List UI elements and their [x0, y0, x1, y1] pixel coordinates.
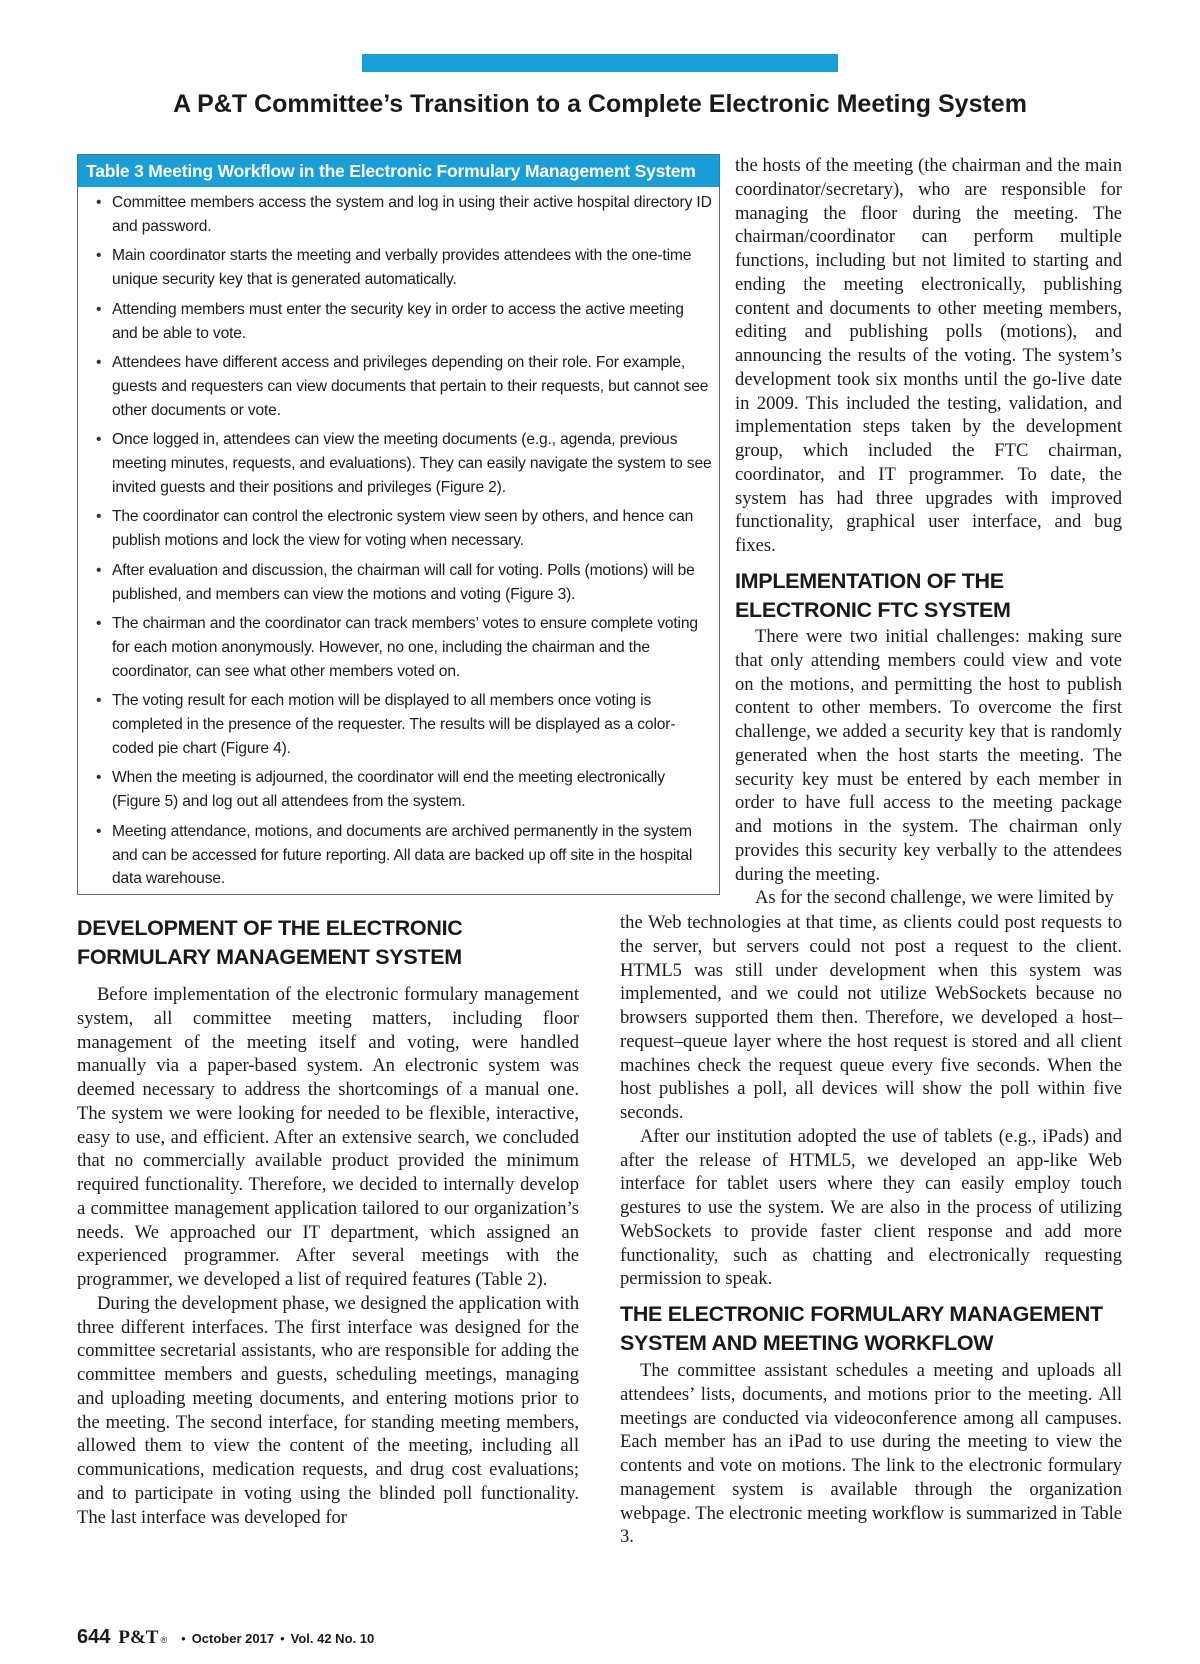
registered-mark: ® [160, 1635, 168, 1645]
right-column-bottom [620, 911, 1122, 1291]
implementation-body [735, 625, 1122, 910]
body-paragraph: There were two initial challenges: making sure that only attending members could view and vote on the motions, and permitting the host to publish content to other members. To overcome the first challenge, we added a security key that is randomly generated when the host starts the meeting. The security key must be entered by each member in order to have full access to the meeting package and motions in the system. The chairman only provides this security key verbally to the attendees during the meeting. [735, 626, 1122, 885]
body-paragraph: the Web technologies at that time, as clients could post requests to the server, but servers could not post a request to the client. HTML5 was still under development when this system was implemented, and we could not utilize WebSockets because no browsers supported them then. Therefore, we developed a host–request–queue layer where the host request is stored and all client machines check the request queue every five seconds. When the host publishes a poll, all devices will show the poll within five seconds. [620, 912, 1122, 1123]
body-paragraph: Before implementation of the electronic formulary management system, all committee meeting matters, including floor management of the meeting itself and voting, were handled manually via a paper-based system. An electronic system was deemed necessary to address the shortcomings of a manual one. The system we were looking for needed to be flexible, interactive, easy to use, and efficient. After an extensive search, we concluded that no commercially available product provided the minimum required functionality. Therefore, we decided to internally develop a committee management application tailored to our organization’s needs. We approached our IT department, which assigned an experienced programmer. After several meetings with the programmer, we developed a list of required features (Table 2). [77, 984, 579, 1290]
list-item: • Attending members must enter the security key in order to access the active meeting and be able to vote. [112, 298, 713, 345]
issue-volume: Vol. 42 No. 10 [290, 1631, 375, 1646]
section-heading-workflow [620, 1300, 1122, 1358]
right-column-top [735, 154, 1122, 558]
table-3-title: Table 3 Meeting Workflow in the Electronic Formulary Management System [78, 155, 719, 187]
section-heading-implementation [735, 567, 1122, 625]
table-3 [77, 154, 720, 895]
issue-date: October 2017 [191, 1631, 275, 1646]
list-item: • The coordinator can control the electronic system view seen by others, and hence can publish motions and lock the view for voting when necessary. [112, 505, 713, 552]
journal-name: P&T [118, 1627, 159, 1648]
section-heading-line: FORMULARY MANAGEMENT SYSTEM [77, 945, 462, 969]
section-heading-line: DEVELOPMENT OF THE ELECTRONIC [77, 916, 463, 940]
list-item: • Attendees have different access and privileges depending on their role. For example, guests and requesters can view documents that pertain to their requests, but cannot see other documents or vote. [112, 351, 713, 422]
list-item: • Committee members access the system and log in using their active hospital directory ID and password. [112, 191, 713, 238]
list-item: • The chairman and the coordinator can track members’ votes to ensure complete voting for each motion anonymously. However, no one, including the chairman and the coordinator, can see what other members voted on. [112, 612, 713, 683]
section-heading-development [77, 914, 597, 972]
section-heading-line: THE ELECTRONIC FORMULARY MANAGEMENT [620, 1302, 1103, 1326]
section-heading-line: IMPLEMENTATION OF THE [735, 569, 1004, 593]
body-paragraph: As for the second challenge, we were limited by [755, 887, 1114, 909]
list-item: • Meeting attendance, motions, and documents are archived permanently in the system and can be accessed for future reporting. All data are backed up off site in the hospital data warehouse. [112, 820, 713, 891]
list-item: • The voting result for each motion will be displayed to all members once voting is completed in the presence of the requester. The results will be displayed as a color-coded pie chart (Figure 4). [112, 689, 713, 760]
list-item: • Main coordinator starts the meeting and verbally provides attendees with the one-time unique security key that is generated automatically. [112, 244, 713, 291]
body-paragraph: The committee assistant schedules a meeting and uploads all attendees’ lists, documents, and motions prior to the meeting. All meetings are conducted via videoconference among all campuses. Each member has an iPad to use during the meeting to view the contents and vote on motions. The link to the electronic formulary management system is available through the organization webpage. The electronic meeting workflow is summarized in Table 3. [620, 1360, 1122, 1548]
body-paragraph: the hosts of the meeting (the chairman and the main coordinator/secretary), who are responsible for managing the floor during the meeting. The chairman/coordinator can perform multiple functions, including but not limited to starting and ending the meeting electronically, publishing content and documents to other meeting members, editing and publishing polls (motions), and announcing the results of the voting. The system’s development took six months until the go-live date in 2009. This included the testing, validation, and implementation steps taken by the development group, which included the FTC chairman, coordinator, and IT programmer. To date, the system has had three upgrades with improved functionality, graphical user interface, and bug fixes. [735, 155, 1122, 556]
section-heading-line: ELECTRONIC FTC SYSTEM [735, 598, 1011, 622]
header-accent-bar [362, 54, 838, 72]
list-item: • When the meeting is adjourned, the coordinator will end the meeting electronically (Figure 5) and log out all attendees from the system. [112, 766, 713, 813]
table-3-list [78, 187, 719, 891]
page-number: 644 [77, 1626, 111, 1648]
separator: • [181, 1631, 186, 1646]
page-title: A P&T Committee’s Transition to a Complete Electronic Meeting System [173, 90, 1027, 118]
development-body [77, 983, 579, 1529]
section-heading-line: SYSTEM AND MEETING WORKFLOW [620, 1331, 994, 1355]
body-paragraph: During the development phase, we designed the application with three different interfaces. The first interface was designed for the committee secretarial assistants, who are responsible for adding the committee members and guests, scheduling meetings, managing and uploading meeting documents, and entering motions prior to the meeting. The second interface, for standing meeting members, allowed them to view the content of the meeting, including all communications, medication requests, and drug cost evaluations; and to participate in voting using the blinded poll functionality. The last interface was developed for [77, 1292, 579, 1528]
body-paragraph: After our institution adopted the use of tablets (e.g., iPads) and after the release of HTML5, we developed an app-like Web interface for tablet users where they can easily employ touch gestures to use the system. We are also in the process of utilizing WebSockets to provide faster client response and add more functionality, such as chatting and electronically requesting permission to speak. [620, 1125, 1122, 1290]
workflow-body [620, 1359, 1122, 1549]
separator: • [280, 1631, 285, 1646]
list-item: • Once logged in, attendees can view the meeting documents (e.g., agenda, previous meeting minutes, requests, and evaluations). They can easily navigate the system to see invited guests and their positions and privileges (Figure 2). [112, 428, 713, 499]
list-item: • After evaluation and discussion, the chairman will call for voting. Polls (motions) will be published, and members can view the motions and voting (Figure 3). [112, 559, 713, 606]
page-footer [77, 1626, 374, 1649]
